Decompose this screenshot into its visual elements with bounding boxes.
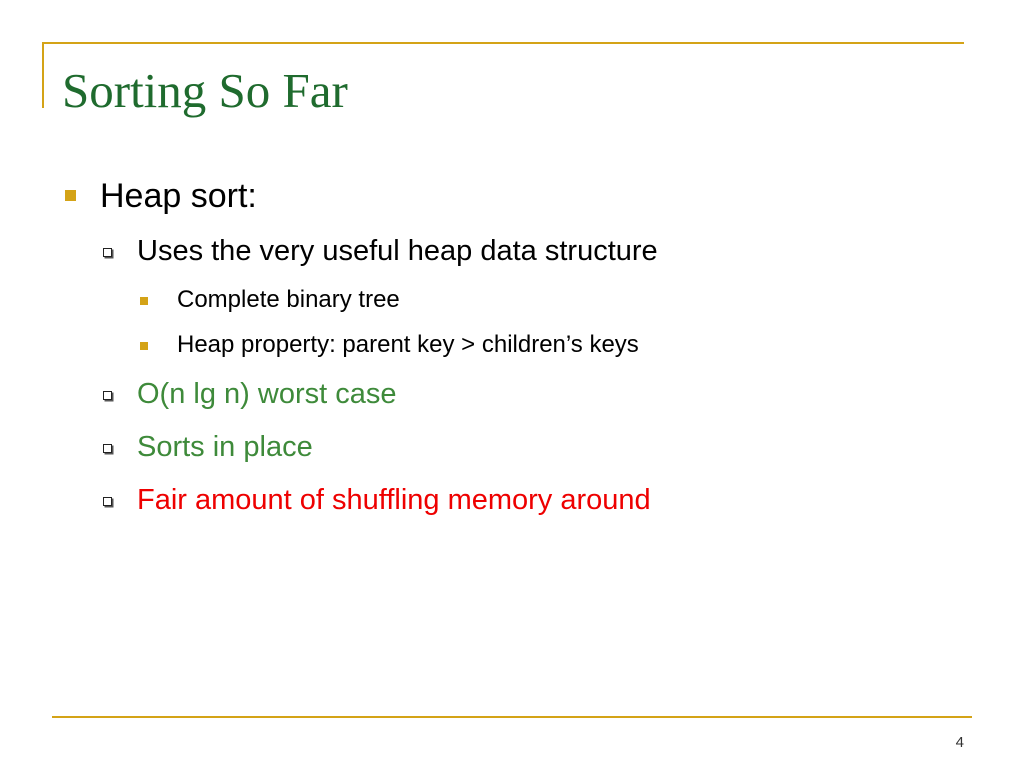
bullet-heap-data-structure (102, 234, 658, 268)
square-bullet-icon (140, 342, 148, 350)
bullet-shuffling-memory (102, 483, 651, 517)
bullet-heap-property (138, 330, 639, 360)
square-bullet-icon (140, 297, 148, 305)
bullet-text: Heap sort: (100, 177, 257, 215)
page-number: 4 (955, 734, 964, 751)
top-rule (42, 42, 964, 44)
bullet-text: Uses the very useful heap data structure (137, 235, 658, 267)
hollow-square-bullet-icon (103, 248, 112, 257)
hollow-square-bullet-icon (103, 444, 112, 453)
slide-title: Sorting So Far (62, 63, 348, 118)
hollow-square-bullet-icon (103, 497, 112, 506)
bottom-rule (52, 716, 972, 718)
bullet-complete-binary-tree (138, 285, 400, 315)
bullet-text: Sorts in place (137, 431, 313, 463)
bullet-worst-case (102, 377, 396, 411)
left-rule (42, 42, 44, 108)
bullet-text: O(n lg n) worst case (137, 378, 397, 410)
bullet-sorts-in-place (102, 430, 313, 464)
bullet-text: Heap property: parent key > children’s keys (177, 331, 639, 358)
square-bullet-icon (65, 190, 76, 201)
bullet-text: Complete binary tree (177, 286, 400, 313)
hollow-square-bullet-icon (103, 391, 112, 400)
bullet-text: Fair amount of shuffling memory around (137, 484, 651, 516)
bullet-heap-sort (62, 176, 257, 216)
